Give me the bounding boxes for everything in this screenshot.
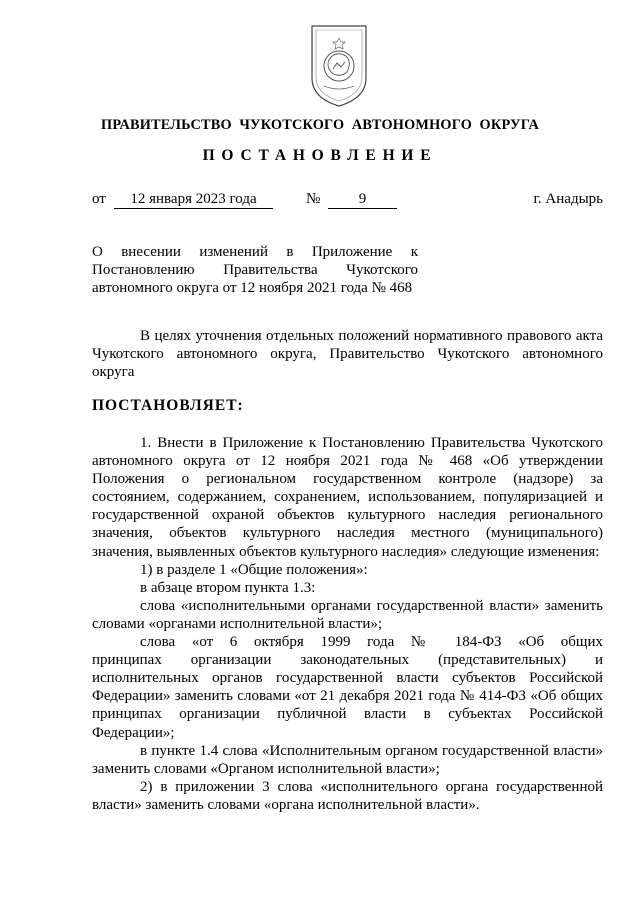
item1-line: значения, объектов культурного наследия местного (муниципального) — [92, 525, 603, 542]
subject-line: автономного округа от 12 ноября 2021 года № 468 — [92, 280, 413, 296]
number-value: 9 — [328, 191, 397, 209]
government-title: ПРАВИТЕЛЬСТВО ЧУКОТСКОГО АВТОНОМНОГО ОКРУГА — [101, 117, 539, 133]
change2-line: Федерации»; — [92, 724, 175, 741]
decree-date — [114, 191, 273, 209]
preamble-line: В целях уточнения отдельных положений нормативного правового акта — [140, 328, 603, 344]
preamble — [92, 327, 603, 381]
sub1a-line: в абзаце втором пункта 1.3: — [140, 579, 316, 596]
item1-line: состоянием, содержанием, сохранением, использованием, популяризацией и — [92, 489, 603, 506]
coat-of-arms-emblem — [302, 20, 376, 110]
decree-number — [328, 191, 397, 209]
item1-line: значения, выявленных объектов культурного наследия» следующие изменения: — [92, 543, 600, 560]
change2-line: принципах организации публичной власти в субъектах Российской — [92, 706, 603, 723]
change2-line: Федерации» заменить словами «от 21 декабря 2021 года № 414-ФЗ «Об общих — [92, 688, 603, 705]
change2-line: слова «от 6 октября 1999 года № 184-ФЗ «Об общих — [140, 634, 603, 651]
date-value: 12 января 2023 года — [114, 191, 273, 209]
change2-line: исполнительных органов государственной власти субъектов Российской — [92, 670, 603, 687]
change3-line: в пункте 1.4 слова «Исполнительным органом государственной власти» — [140, 742, 603, 759]
preamble-line: округа — [92, 364, 135, 381]
subject-line: Постановлению Правительства Чукотского — [92, 262, 418, 278]
preamble-line: Чукотского автономного округа, Правительство Чукотского автономного — [92, 346, 603, 363]
change2-line: принципах организации законодательных (представительных) и — [92, 652, 603, 669]
document-type-title: ПОСТАНОВЛЕНИЕ — [202, 147, 438, 164]
change3-line: заменить словами «Органом исполнительной власти»; — [92, 760, 440, 777]
decree-subject — [92, 243, 418, 297]
number-label: № — [306, 191, 321, 207]
item1-line: 1. Внести в Приложение к Постановлению Правительства Чукотского — [140, 435, 603, 451]
change4-line: власти» заменить словами «органа исполнительной власти». — [92, 796, 480, 813]
item1-line: автономного округа от 12 ноября 2021 года № 468 «Об утверждении — [92, 453, 603, 470]
change1-line: слова «исполнительными органами государственной власти» заменить — [140, 597, 603, 614]
sub1-line: 1) в разделе 1 «Общие положения»: — [140, 561, 368, 578]
city-name: г. Анадырь — [533, 191, 603, 207]
resolves-heading: ПОСТАНОВЛЯЕТ: — [92, 397, 244, 414]
subject-line: О внесении изменений в Приложение к — [92, 244, 418, 260]
decree-body — [92, 434, 603, 814]
change4-line: 2) в приложении 3 слова «исполнительного органа государственной — [140, 778, 603, 795]
item1-line: государственной охраной объектов культурного наследия регионального — [92, 507, 603, 524]
change1-line: словами «органами исполнительной власти»; — [92, 615, 383, 632]
item1-line: Положения о региональном государственном контроле (надзоре) за — [92, 471, 603, 488]
from-label: от — [92, 191, 106, 207]
